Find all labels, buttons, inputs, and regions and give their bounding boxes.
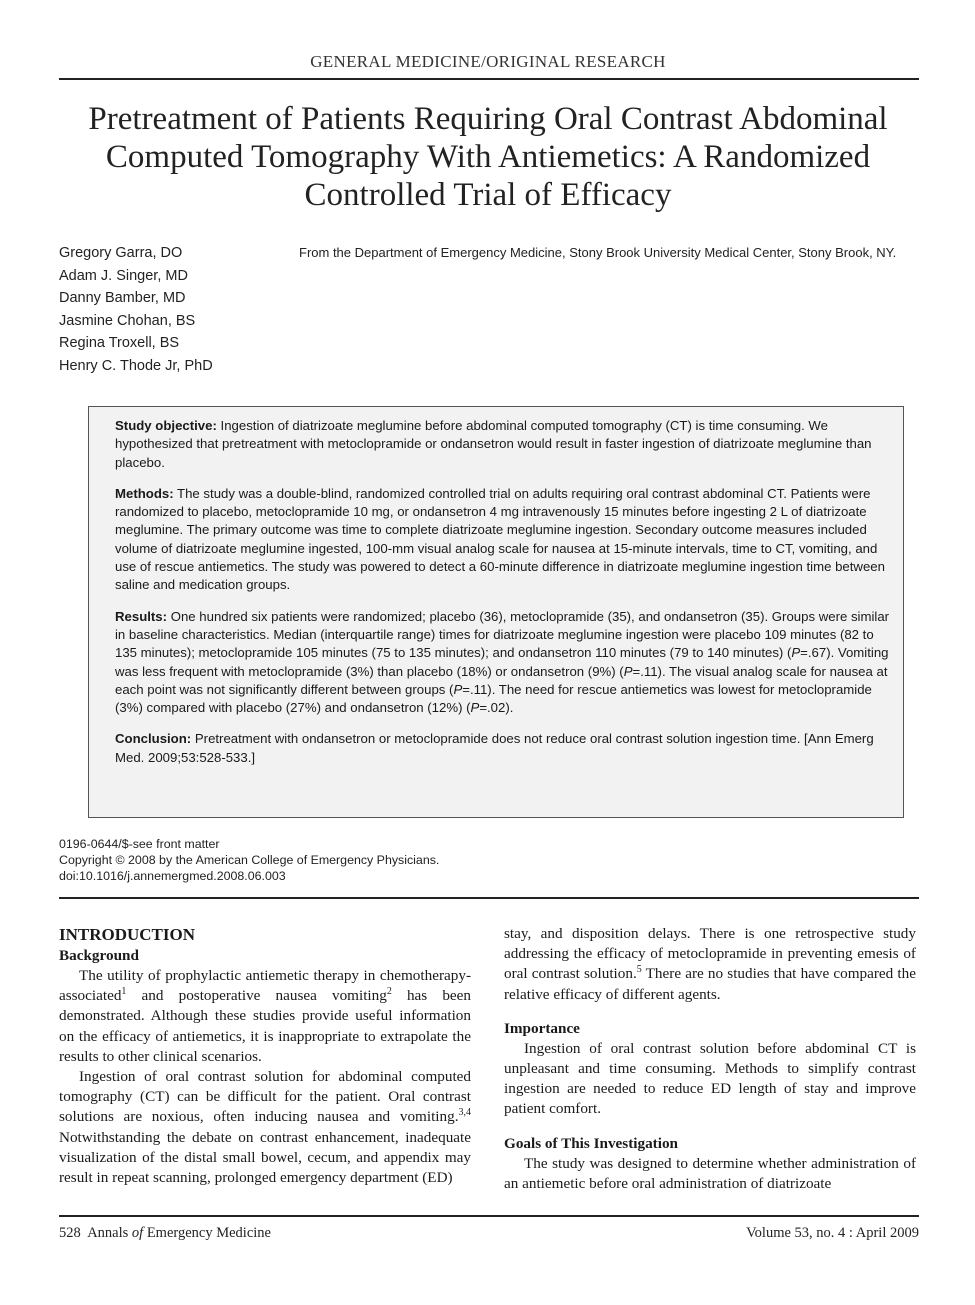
abstract-text: =.67). Vomiting was less frequent with metoclopramide (3%) than placebo (18%) or ondansetron (9%) (: [115, 645, 889, 679]
reference-citation[interactable]: 1: [121, 986, 127, 998]
journal-name: [87, 1225, 271, 1241]
background-heading: Background: [59, 947, 139, 964]
body-text: stay, and disposition delays. There is one retrospective study addressing the efficacy of metoclopramide in preventing emesis of oral contrast solution.: [504, 925, 916, 983]
author-name: Henry C. Thode Jr, PhD: [59, 357, 213, 374]
author-name: Adam J. Singer, MD: [59, 267, 188, 284]
copyright-block: [59, 836, 439, 884]
abstract-label: Methods:: [115, 485, 174, 501]
importance-heading: Importance: [504, 1019, 580, 1037]
journal-name-part: of: [131, 1225, 144, 1241]
section-header: GENERAL MEDICINE/ORIGINAL RESEARCH: [310, 52, 666, 71]
body-text: Ingestion of oral contrast solution for abdominal computed tomography (CT) can be difficult for the patient. Oral contrast solutions are noxious, often inducing nausea and vomiting.: [59, 1068, 471, 1126]
p-value-symbol: P: [623, 663, 633, 679]
author-name: Danny Bamber, MD: [59, 290, 186, 306]
body-paragraph: The study was designed to determine whether administration of an antiemetic before oral administration of diatrizoate: [504, 1154, 916, 1192]
author-list: [59, 242, 213, 377]
reference-citation[interactable]: 2: [386, 986, 392, 998]
volume-issue-date: Volume 53, no. 4 : April 2009: [746, 1225, 919, 1241]
body-column-right: [504, 924, 916, 1194]
body-paragraph: [59, 966, 471, 1067]
reference-citation[interactable]: 3,4: [458, 1107, 471, 1119]
page-number: 528: [59, 1225, 81, 1241]
article-title: Pretreatment of Patients Requiring Oral Contrast Abdominal Computed Tomography With Antiemetics: A Randomized Controlled Trial of Efficacy: [88, 101, 888, 213]
abstract-text: Ingestion of diatrizoate meglumine before abdominal computed tomography (CT) is time consuming. We hypothesized that pretreatment with metoclopramide or ondansetron would result in faster ingestion of diatrizoate meglumine than placebo.: [115, 418, 872, 470]
abstract-label: Conclusion:: [115, 731, 192, 747]
body-top-rule: [59, 897, 919, 899]
author-name: Gregory Garra, DO: [59, 245, 183, 261]
spacer: [504, 1120, 916, 1134]
author-name: Jasmine Chohan, BS: [59, 312, 196, 329]
journal-name-part: Annals: [87, 1225, 129, 1241]
abstract-text: One hundred six patients were randomized; placebo (36), metoclopramide (35), and ondansetron (35). Groups were similar in baseline characteristics. Median (interquartile range) times for diatrizoate meglumine ingestion were placebo 109 minutes (82 to 135 minutes); metoclopramide 105 minutes (75 to 135 minutes); and ondansetron 110 minutes (79 to 140 minutes) (: [115, 608, 890, 661]
abstract-objective: [115, 417, 890, 472]
copyright-notice: Copyright © 2008 by the American College of Emergency Physicians.: [59, 853, 440, 867]
p-value-symbol: P: [791, 645, 801, 661]
p-value-symbol: P: [453, 681, 463, 697]
affiliation: From the Department of Emergency Medicine, Stony Brook University Medical Center, Stony Brook, NY.: [299, 245, 897, 260]
body-paragraph: [504, 924, 916, 1005]
abstract-text: =.02).: [479, 700, 514, 716]
body-text: The utility of prophylactic antiemetic therapy in chemotherapy-associated: [59, 967, 471, 1005]
abstract-text: Pretreatment with ondansetron or metoclopramide does not reduce oral contrast solution ingestion time. [Ann Emerg Med. 2009;53:528-533.]: [115, 731, 874, 765]
introduction-heading: INTRODUCTION: [59, 925, 196, 944]
body-paragraph: [59, 1067, 471, 1188]
body-paragraph: Ingestion of oral contrast solution before abdominal CT is unpleasant and time consuming. Methods to simplify contrast ingestion are needed to reduce ED length of stay and improve patient comfort.: [504, 1039, 916, 1118]
body-text: There are no studies that have compared the relative efficacy of different agents.: [504, 965, 916, 1003]
journal-name-part: Emergency Medicine: [146, 1225, 271, 1241]
p-value-symbol: P: [470, 700, 480, 716]
spacer: [504, 1005, 916, 1019]
abstract-results: [115, 608, 890, 718]
abstract-methods: [115, 485, 890, 595]
body-text: Notwithstanding the debate on contrast enhancement, inadequate visualization of the distal small bowel, cecum, and appendix may result in repeat scanning, prolonged emergency department (ED): [59, 1128, 471, 1187]
author-name: Regina Troxell, BS: [59, 335, 180, 351]
body-text: has been demonstrated. Although these studies provide useful information on the efficacy of antiemetics, it is inappropriate to extrapolate the results to other clinical scenarios.: [59, 987, 471, 1065]
reference-citation[interactable]: 5: [636, 964, 642, 976]
body-column-left: [59, 924, 471, 1188]
footer-left: [59, 1225, 271, 1242]
header-rule: [59, 78, 919, 80]
abstract-label: Results:: [115, 608, 168, 624]
issn-line: 0196-0644/$-see front matter: [59, 837, 220, 851]
footer-rule: [59, 1215, 919, 1217]
goals-heading: Goals of This Investigation: [504, 1134, 678, 1152]
abstract-label: Study objective:: [115, 418, 217, 433]
abstract-text: =.11). The need for rescue antiemetics was lowest for metoclopramide (3%) compared with placebo (27%) and ondansetron (12%) (: [115, 681, 872, 716]
abstract-conclusion: [115, 730, 890, 767]
abstract-box: [88, 406, 904, 818]
abstract-text: =.11). The visual analog scale for nausea at each point was not significantly different between groups (: [115, 663, 888, 697]
abstract-text: The study was a double-blind, randomized controlled trial on adults requiring oral contrast abdominal CT. Patients were randomized to placebo, metoclopramide 10 mg, or ondansetron 4 mg intravenously 15 minutes before ingesting 2 L of diatrizoate meglumine. The primary outcome was time to complete diatrizoate meglumine ingestion. Secondary outcome measures included volume of diatrizoate meglumine ingested, 100-mm visual analog scale for nausea at 15-minute intervals, time to CT, vomiting, and use of rescue antiemetics. The study was powered to detect a 60-minute difference in diatrizoate meglumine ingestion time between saline and medication groups.: [115, 485, 885, 593]
doi-line: doi:10.1016/j.annemergmed.2008.06.003: [59, 869, 286, 883]
body-text: and postoperative nausea vomiting: [126, 987, 387, 1005]
